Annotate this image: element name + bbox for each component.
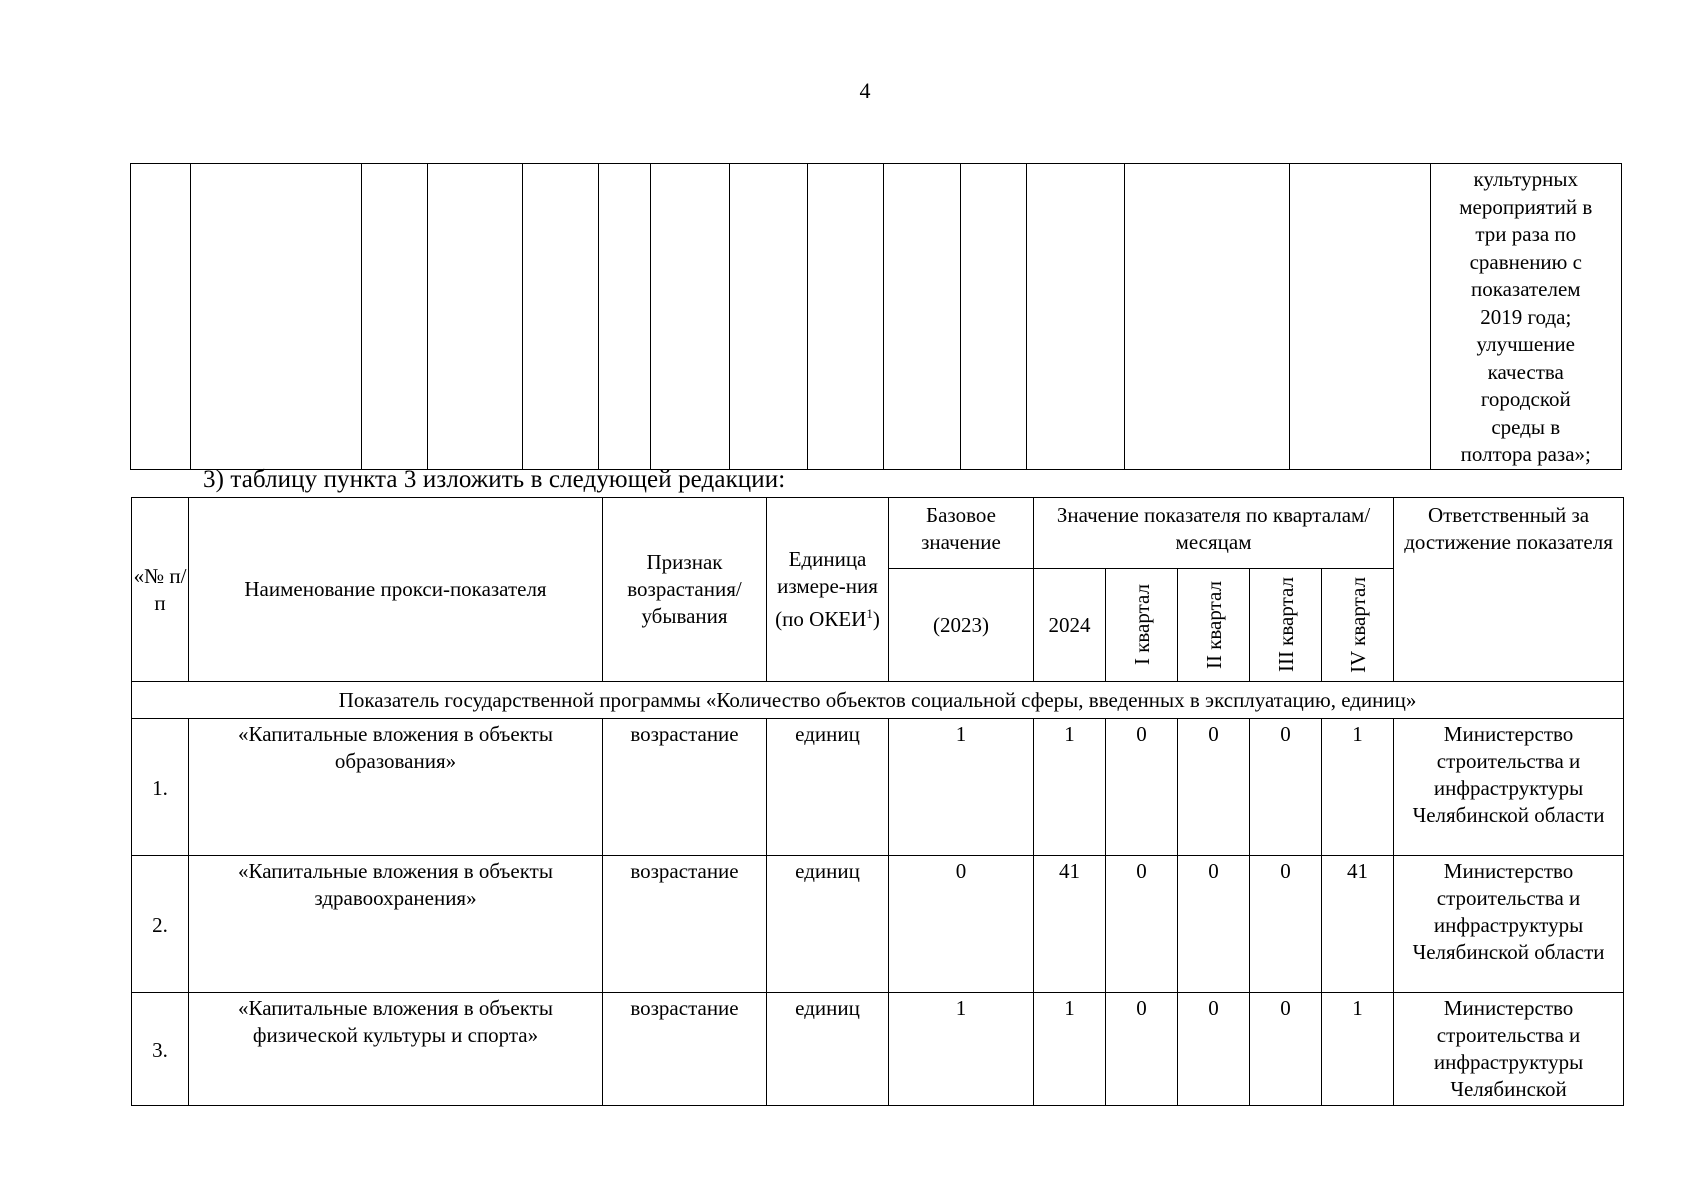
header-unit-text: Единица измере-ния (по ОКЕИ: [775, 547, 878, 631]
text-line: городской: [1480, 387, 1571, 411]
row-sign: возрастание: [603, 856, 767, 993]
row-responsible: [1394, 993, 1624, 1106]
header-q3: [1250, 569, 1322, 682]
row-base: 1: [889, 993, 1034, 1106]
row-num: 2.: [132, 856, 189, 993]
row-unit: единиц: [767, 719, 889, 856]
empty-cell: [131, 164, 191, 470]
empty-cell: [427, 164, 523, 470]
header-name: Наименование прокси-показателя: [189, 498, 603, 682]
indicators-table: [131, 497, 1624, 1106]
empty-cell: [523, 164, 599, 470]
empty-cell: [1124, 164, 1289, 470]
row-name: «Капитальные вложения в объекты здравоохранения»: [189, 856, 603, 993]
table-row: [132, 719, 1624, 856]
row-unit: единиц: [767, 856, 889, 993]
continuation-row: [131, 164, 1622, 470]
header-responsible: Ответственный за достижение показателя: [1394, 498, 1624, 682]
text-line: 2019 года;: [1480, 304, 1572, 329]
header-base-year: (2023): [889, 569, 1034, 682]
text-line: показателем: [1470, 277, 1581, 301]
footnote-mark: 1: [866, 606, 873, 621]
header-q2: [1178, 569, 1250, 682]
header-q1-label: I квартал: [1129, 584, 1154, 666]
row-unit: единиц: [767, 993, 889, 1106]
row-responsible: Министерство строительства и инфраструктуры Челябинской области: [1394, 856, 1624, 993]
row-q4: 1: [1322, 993, 1394, 1106]
row-year: 1: [1034, 993, 1106, 1106]
header-num: «№ п/п: [132, 498, 189, 682]
header-q2-label: II квартал: [1201, 580, 1226, 670]
header-values-group: Значение показателя по кварталам/месяцам: [1034, 498, 1394, 569]
row-q3: 0: [1250, 993, 1322, 1106]
row-base: 0: [889, 856, 1034, 993]
header-base: Базовое значение: [889, 498, 1034, 569]
empty-cell: [190, 164, 361, 470]
header-q1: [1106, 569, 1178, 682]
empty-cell: [883, 164, 960, 470]
table-row: [132, 856, 1624, 993]
text-line: мероприятий в: [1459, 194, 1593, 219]
text-line: полтора раза»;: [1460, 442, 1591, 466]
row-responsible: Министерство строительства и инфраструктуры Челябинской области: [1394, 719, 1624, 856]
row-q1: 0: [1106, 993, 1178, 1106]
empty-cell: [362, 164, 427, 470]
row-q4: 1: [1322, 719, 1394, 856]
row-num: 1.: [132, 719, 189, 856]
table-row: [132, 993, 1624, 1106]
row-q3: 0: [1250, 856, 1322, 993]
row-sign: возрастание: [603, 993, 767, 1106]
row-q1: 0: [1106, 719, 1178, 856]
section-title: Показатель государственной программы «Количество объектов социальной сферы, введенных в эксплуатацию, единиц»: [132, 682, 1624, 719]
header-q4-label: IV квартал: [1345, 577, 1370, 673]
header-unit: [767, 498, 889, 682]
continuation-text-cell: [1430, 164, 1621, 470]
page-number: 4: [859, 78, 871, 103]
empty-cell: [808, 164, 884, 470]
row-sign: возрастание: [603, 719, 767, 856]
empty-cell: [960, 164, 1026, 470]
header-q4: [1322, 569, 1394, 682]
empty-cell: [598, 164, 651, 470]
row-q4: 41: [1322, 856, 1394, 993]
text-line: сравнению с: [1469, 249, 1582, 274]
text-line: улучшение: [1476, 332, 1575, 356]
row-q3: 0: [1250, 719, 1322, 856]
empty-cell: [651, 164, 730, 470]
row-year: 1: [1034, 719, 1106, 856]
row-q2: 0: [1178, 856, 1250, 993]
row-base: 1: [889, 719, 1034, 856]
header-row: [132, 498, 1624, 569]
text-line: три раза по: [1475, 222, 1577, 246]
row-q1: 0: [1106, 856, 1178, 993]
row-year: 41: [1034, 856, 1106, 993]
section-row: [132, 682, 1624, 719]
empty-cell: [1026, 164, 1124, 470]
header-unit-close: ): [872, 607, 880, 631]
empty-cell: [1289, 164, 1430, 470]
row-num: 3.: [132, 993, 189, 1106]
instruction-text: 3) таблицу пункта 3 изложить в следующей редакции:: [203, 466, 786, 493]
row-q2: 0: [1178, 719, 1250, 856]
header-sign: Признак возрастания/ убывания: [603, 498, 767, 682]
row-name: «Капитальные вложения в объекты физической культуры и спорта»: [189, 993, 603, 1106]
continuation-table: [130, 163, 1622, 470]
row-q2: 0: [1178, 993, 1250, 1106]
text-line: качества: [1487, 359, 1564, 384]
header-q3-label: III квартал: [1273, 577, 1298, 673]
text-line: среды в: [1491, 414, 1561, 439]
header-year: 2024: [1034, 569, 1106, 682]
empty-cell: [730, 164, 808, 470]
text-line: культурных: [1473, 167, 1579, 191]
row-responsible-text: Министерство строительства и инфраструктуры Челябинской: [1433, 996, 1584, 1100]
row-name: «Капитальные вложения в объекты образования»: [189, 719, 603, 856]
